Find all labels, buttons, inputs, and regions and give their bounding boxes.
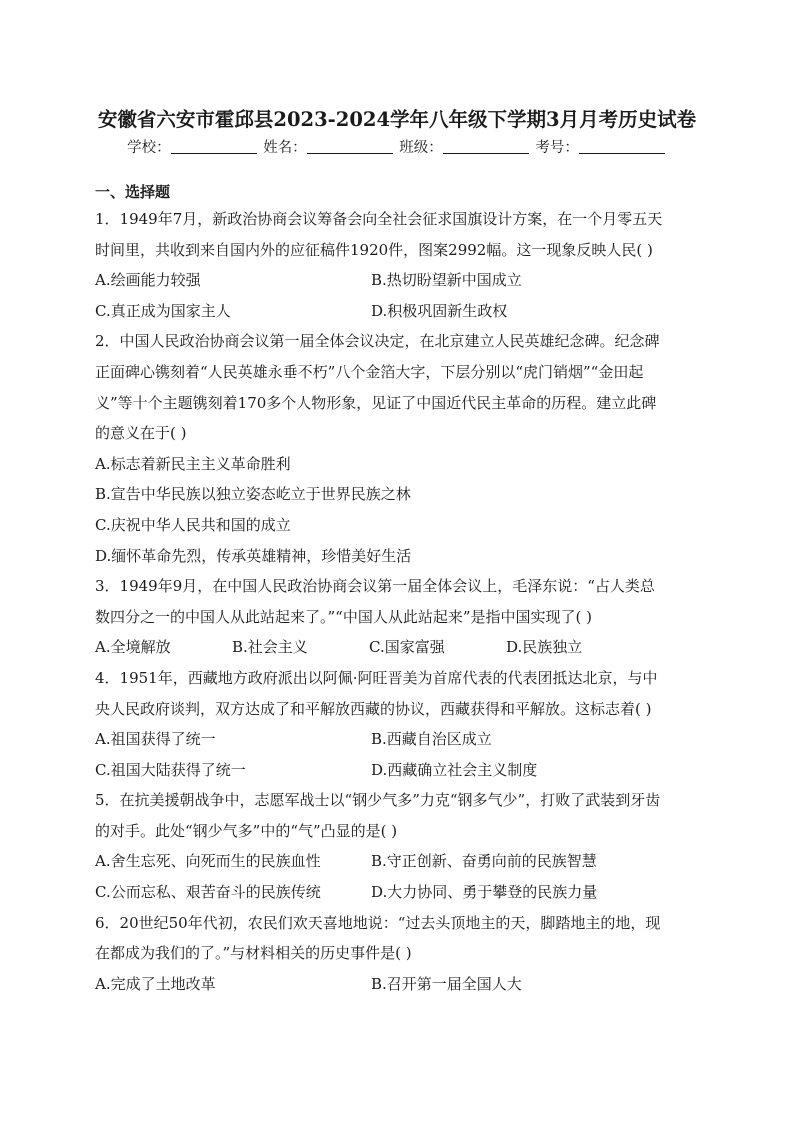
answer-option[interactable]: B.热切盼望新中国成立 [371, 271, 522, 290]
question-stem-line: 的意义在于( ) [95, 424, 187, 443]
school-label: 学校： [127, 140, 171, 156]
answer-option[interactable]: B.召开第一届全国人大 [371, 974, 522, 993]
class-blank[interactable] [443, 139, 529, 154]
option-row [95, 877, 703, 908]
class-label: 班级： [399, 140, 443, 156]
question-stem-line: 正面碑心镌刻着“人民英雄永垂不朽”八个金箔大字，下层分别以“虎门销烟”“金田起 [95, 362, 644, 381]
question-stem-line: 5．在抗美援朝战争中，志愿军战士以“钢少气多”力克“钢多气少”，打败了武装到牙齿 [95, 791, 661, 810]
option-row [95, 541, 703, 572]
answer-option[interactable]: A.完成了土地改革 [95, 974, 216, 993]
option-row [95, 510, 703, 541]
answer-option[interactable]: D.缅怀革命先烈，传承英雄精神，珍惜美好生活 [95, 546, 412, 565]
question-stem-line: 1．1949年7月，新政治协商会议筹备会向全社会征求国旗设计方案，在一个月零五天 [95, 210, 663, 228]
option-row [95, 724, 703, 755]
question-stem-line: 央人民政府谈判，双方达成了和平解放西藏的协议，西藏获得和平解放。这标志着( ) [95, 699, 652, 718]
exam-number-label: 考号： [535, 140, 579, 156]
question-stem-line: 义”等十个主题镌刻着170多个人物形象，见证了中国近代民主革命的历程。建立此碑 [95, 393, 657, 412]
question-6 [95, 908, 703, 1000]
question-list [95, 180, 703, 999]
answer-option[interactable]: A.全境解放 [95, 638, 171, 657]
question-stem-line: 在都成为我们的了。”与材料相关的历史事件是( ) [95, 944, 412, 963]
student-info-row [0, 136, 794, 157]
question-stem-line: 的对手。此处“钢少气多”中的“气”凸显的是( ) [95, 821, 398, 840]
answer-option[interactable]: B.宣告中华民族以独立姿态屹立于世界民族之林 [95, 485, 411, 504]
question-stem-line: 2．中国人民政治协商会议第一届全体会议决定，在北京建立人民英雄纪念碑。纪念碑 [95, 332, 660, 351]
option-row [95, 632, 703, 663]
answer-option[interactable]: B.守正创新、奋勇向前的民族智慧 [371, 852, 597, 871]
name-label: 姓名： [263, 140, 307, 156]
answer-option[interactable]: C.庆祝中华人民共和国的成立 [95, 515, 291, 534]
option-row [95, 755, 703, 786]
question-3 [95, 571, 703, 663]
option-row [95, 479, 703, 510]
question-stem-line: 时间里，共收到来自国内外的应征稿件1920件，图案2992幅。这一现象反映人民( ) [95, 240, 653, 259]
answer-option[interactable]: A.标志着新民主主义革命胜利 [95, 454, 291, 473]
option-row [95, 265, 703, 296]
question-stem-line: 数四分之一的中国人从此站起来了。”“中国人从此站起来”是指中国实现了( ) [95, 607, 592, 626]
option-row [95, 296, 703, 327]
school-blank[interactable] [171, 139, 257, 154]
exam-number-blank[interactable] [579, 139, 665, 154]
answer-option[interactable]: C.祖国大陆获得了统一 [95, 760, 246, 779]
answer-option[interactable]: D.大力协同、勇于攀登的民族力量 [371, 883, 598, 902]
option-row [95, 846, 703, 877]
answer-option[interactable]: D.积极巩固新生政权 [371, 301, 508, 320]
answer-option[interactable]: D.民族独立 [506, 638, 583, 657]
question-stem-line: 3．1949年9月，在中国人民政治协商会议第一届全体会议上，毛泽东说：“占人类总 [95, 577, 655, 596]
answer-option[interactable]: C.真正成为国家主人 [95, 301, 231, 320]
question-2 [95, 326, 703, 571]
question-5 [95, 785, 703, 907]
option-row [95, 449, 703, 480]
answer-option[interactable]: D.西藏确立社会主义制度 [371, 760, 538, 779]
answer-option[interactable]: A.祖国获得了统一 [95, 730, 216, 749]
answer-option[interactable]: A.绘画能力较强 [95, 271, 201, 290]
option-row [95, 969, 703, 1000]
answer-option[interactable]: C.公而忘私、艰苦奋斗的民族传统 [95, 883, 321, 902]
answer-option[interactable]: B.西藏自治区成立 [371, 730, 492, 749]
question-stem-line: 4．1951年，西藏地方政府派出以阿佩·阿旺晋美为首席代表的代表团抵达北京，与中 [95, 668, 658, 687]
answer-option[interactable]: C.国家富强 [369, 638, 445, 657]
name-blank[interactable] [307, 139, 393, 154]
answer-option[interactable]: B.社会主义 [232, 638, 308, 657]
exam-title: 安徽省六安市霍邱县2023-2024学年八年级下学期3月月考历史试卷 [97, 108, 697, 131]
question-1 [95, 204, 703, 326]
answer-option[interactable]: A.舍生忘死、向死而生的民族血性 [95, 852, 321, 871]
section-heading: 一、选择题 [95, 183, 171, 201]
question-4 [95, 663, 703, 785]
question-stem-line: 6．20世纪50年代初，农民们欢天喜地地说：“过去头顶地主的天，脚踏地主的地，现 [95, 913, 661, 932]
